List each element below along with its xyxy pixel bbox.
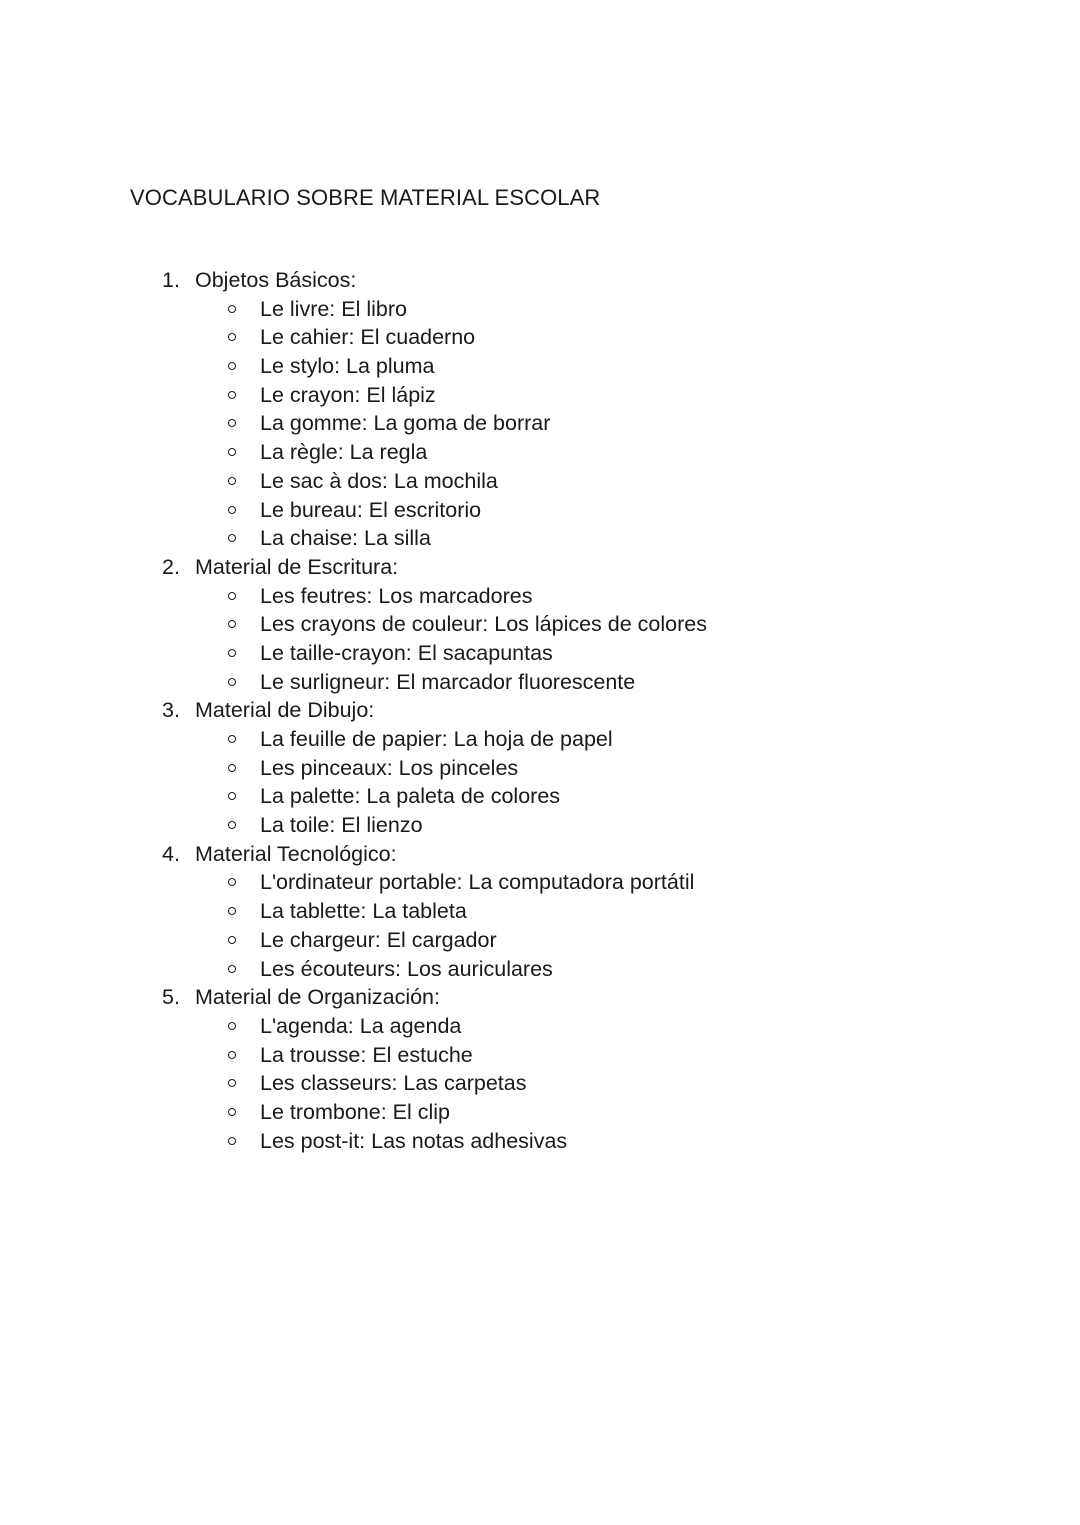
vocabulary-entry: Le chargeur: El cargador [260,927,497,952]
vocabulary-entry: Les feutres: Los marcadores [260,583,533,608]
section-label: Material de Dibujo: [195,698,375,723]
vocabulary-entry: Le livre: El libro [260,296,407,321]
vocabulary-entry: Le stylo: La pluma [260,354,435,379]
vocabulary-entry: L'agenda: La agenda [260,1013,462,1038]
hollow-circle-bullet-icon [228,907,236,915]
hollow-circle-bullet-icon [228,620,236,628]
vocabulary-entry: Les classeurs: Las carpetas [260,1071,527,1096]
hollow-circle-bullet-icon [228,448,236,456]
hollow-circle-bullet-icon [228,1022,236,1030]
vocabulary-entry: Les pinceaux: Los pinceles [260,755,519,780]
hollow-circle-bullet-icon [228,792,236,800]
vocabulary-entry: La feuille de papier: La hoja de papel [260,727,613,751]
vocabulary-entry: La tablette: La tableta [260,899,467,924]
section-number: 4. [162,841,180,866]
section-number: 1. [162,268,180,292]
hollow-circle-bullet-icon [228,1137,236,1145]
vocabulary-entry: La palette: La paleta de colores [260,784,561,809]
vocabulary-entry: Les post-it: Las notas adhesivas [260,1128,568,1153]
page-title: VOCABULARIO SOBRE MATERIAL ESCOLAR [130,185,601,210]
hollow-circle-bullet-icon [228,1051,236,1059]
vocabulary-entry: Les crayons de couleur: Los lápices de colores [260,612,707,637]
hollow-circle-bullet-icon [228,305,236,313]
hollow-circle-bullet-icon [228,592,236,600]
vocabulary-entry: La trousse: El estuche [260,1042,473,1067]
vocabulary-entry: Le bureau: El escritorio [260,497,482,522]
section-label: Material de Organización: [195,985,440,1010]
hollow-circle-bullet-icon [228,534,236,542]
hollow-circle-bullet-icon [228,391,236,399]
vocabulary-entry: La gomme: La goma de borrar [260,411,551,436]
hollow-circle-bullet-icon [228,936,236,944]
vocabulary-entry: Le trombone: El clip [260,1099,451,1124]
vocabulary-entry: L'ordinateur portable: La computadora portátil [260,870,695,895]
vocabulary-entry: Les écouteurs: Los auriculares [260,956,553,981]
section-label: Material de Escritura: [195,554,399,579]
vocabulary-entry: Le cahier: El cuaderno [260,325,476,350]
vocabulary-entry: La chaise: La silla [260,526,431,551]
section-label: Material Tecnológico: [195,841,397,866]
hollow-circle-bullet-icon [228,878,236,886]
vocabulary-entry: Le crayon: El lápiz [260,382,436,407]
hollow-circle-bullet-icon [228,333,236,341]
section-number: 5. [162,985,180,1010]
vocabulary-entry: Le taille-crayon: El sacapuntas [260,640,553,665]
vocabulary-entry: La règle: La regla [260,440,428,465]
vocabulary-entry: Le surligneur: El marcador fluorescente [260,669,636,694]
hollow-circle-bullet-icon [228,362,236,370]
hollow-circle-bullet-icon [228,649,236,657]
hollow-circle-bullet-icon [228,764,236,772]
section-number: 3. [162,698,180,723]
vocabulary-entry: La toile: El lienzo [260,813,423,838]
section-label: Objetos Básicos: [195,268,357,292]
hollow-circle-bullet-icon [228,678,236,686]
vocabulary-entry: Le sac à dos: La mochila [260,468,498,493]
hollow-circle-bullet-icon [228,735,236,743]
hollow-circle-bullet-icon [228,965,236,973]
hollow-circle-bullet-icon [228,1079,236,1087]
hollow-circle-bullet-icon [228,419,236,427]
hollow-circle-bullet-icon [228,821,236,829]
section-number: 2. [162,554,180,579]
hollow-circle-bullet-icon [228,477,236,485]
hollow-circle-bullet-icon [228,506,236,514]
hollow-circle-bullet-icon [228,1108,236,1116]
